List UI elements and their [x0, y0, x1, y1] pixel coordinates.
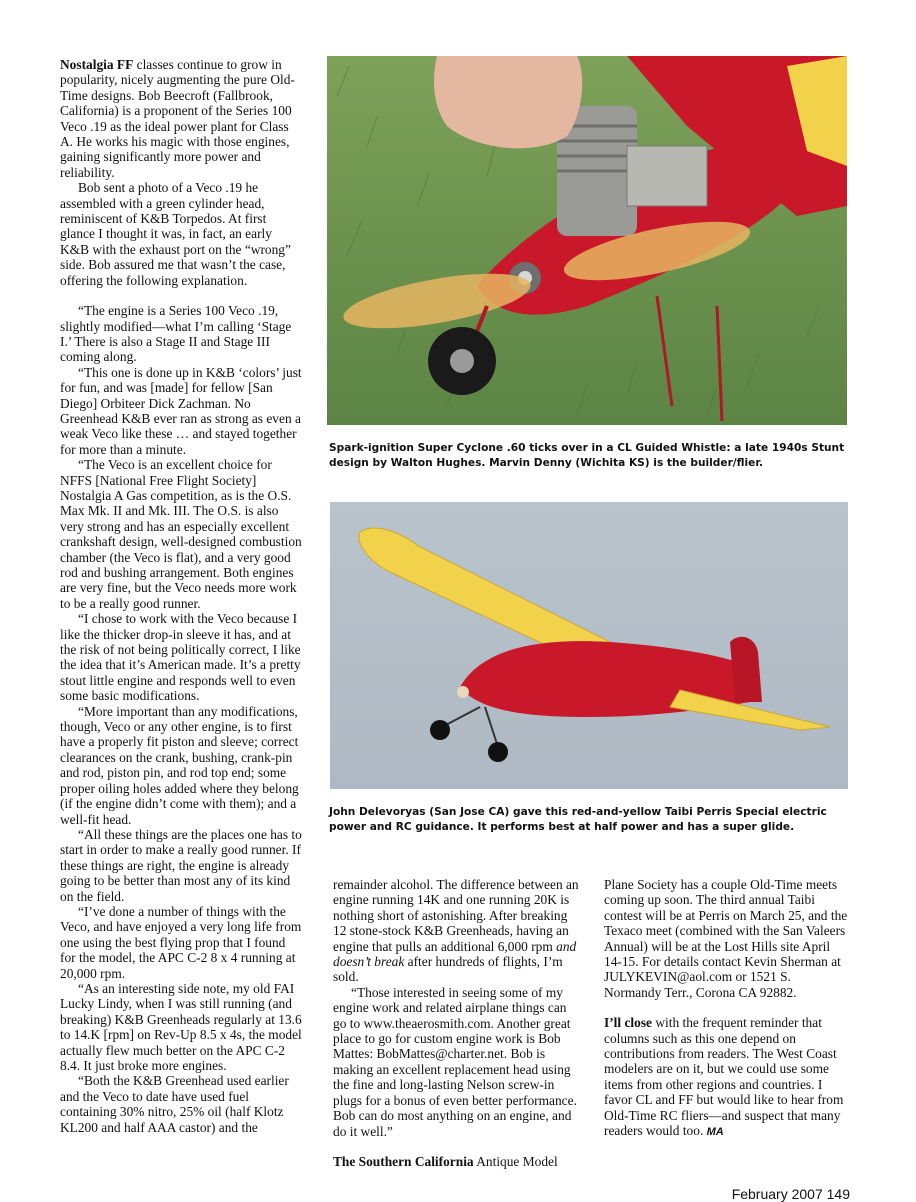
paragraph: “This one is done up in K&B ‘colors’ just for fun, and was [made] for fellow [San Diego] Orbiteer Dick Zachman. No Greenhead K&B ever ran as strong as even a weak Veco like these … and stayed together for more than a minute. [60, 364, 302, 457]
paragraph: “Both the K&B Greenhead used earlier and the Veco to date have used fuel containing 30% nitro, 25% oil (half Klotz KL200 and half AAA castor) and the [60, 1073, 289, 1135]
lead-in: I’ll close [604, 1015, 652, 1031]
photo-model-airplane [330, 502, 848, 789]
article-column-left [60, 57, 304, 1135]
paragraph: “Those interested in seeing some of my engine work and related airplane things can go to www.theaerosmith.com. Another great place to go for custom engine work is Bob Mattes: BobMattes@charter.net. Bob is making an excellent replacement head using the fine and long-lasting Nelson screw-in plugs for a bonus of even better performance. Bob can do most anything on an engine, and do it well.” [333, 984, 577, 1139]
paragraph: I’ll close with the frequent reminder that columns such as this one depend on contributions from readers. The West Coast modelers are on it, but we could use some items from other regions and countries. I favor CL and FF but would like to hear from Old-Time RC fliers—and suspect that many readers would too. MA [604, 1015, 844, 1139]
paragraph: The Southern California Antique Model [333, 1153, 558, 1169]
article-column-right [604, 877, 849, 1141]
lead-in: The Southern California [333, 1153, 474, 1169]
paragraph: “As an interesting side note, my old FAI Lucky Lindy, when I was still running (and breaking) K&B Greenheads regularly at 13.6 to 14.K [rpm] on Rev-Up 8.5 x 4s, the model actually flew much better on the APC C-2 8.4. It just broke more engines. [60, 980, 302, 1073]
photo-caption: Spark-ignition Super Cyclone .60 ticks over in a CL Guided Whistle: a late 1940s Stunt design by Walton Hughes. Marvin Denny (Wichita KS) is the builder/flier. [329, 442, 845, 469]
photo-engine-illustration [327, 56, 847, 425]
page-folio: February 2007 149 [731, 1186, 850, 1202]
paragraph: remainder alcohol. The difference between an engine running 14K and one running 20K is nothing short of astonishing. After breaking 12 stone-stock K&B Greenheads, having an engine that pulls an additional 6,000 rpm and doesn’t break after hundreds of flights, I’m sold. [333, 877, 579, 985]
photo-caption: John Delevoryas (San Jose CA) gave this red-and-yellow Taibi Perris Special electric power and RC guidance. It performs best at half power and has a super glide. [329, 806, 827, 833]
photo-engine-closeup [327, 56, 847, 425]
paragraph: “I chose to work with the Veco because I like the thicker drop-in sleeve it has, and at the risk of not being politically correct, I like the idea that it’s American made. It’s a pretty stout little engine and responds well to even some basic modifications. [60, 611, 301, 704]
paragraph: “All these things are the places one has to start in order to make a really good runner. If these things are right, the engine is already going to be better than most any of its kind on the field. [60, 826, 302, 904]
paragraph: “The Veco is an excellent choice for NFFS [National Free Flight Society] Nostalgia A Gas competition, as is the O.S. Max Mk. II and Mk. III. The O.S. is also very strong and has an especially excellent crankshaft design, well-designed combustion chamber (the Veco is flat), and a very good rod and bushing arrangement. Both engines are very fine, but the Veco needs more work to be a really good runner. [60, 457, 302, 611]
paragraph: “The engine is a Series 100 Veco .19, slightly modified—what I’m calling ‘Stage I.’ There is also a Stage II and Stage III coming along. [60, 303, 292, 365]
lead-in: Nostalgia FF [60, 57, 134, 72]
paragraph: Nostalgia FF classes continue to grow in popularity, nicely augmenting the pure Old-Time designs. Bob Beecroft (Fallbrook, California) is a proponent of the Series 100 Veco .19 as the ideal power plant for Class A. He works his magic with those engines, gaining significantly more power and reliability. [60, 57, 295, 180]
end-mark: MA [706, 1126, 724, 1139]
paragraph: “I’ve done a number of things with the Veco, and have enjoyed a very long life from one using the best flying prop that I found for the model, the APC C-2 8 x 4 running at 20,000 rpm. [60, 903, 302, 981]
article-column-middle [333, 877, 583, 1169]
paragraph: Bob sent a photo of a Veco .19 he assembled with a green cylinder head, reminiscent of K&B Torpedos. At first glance I thought it was, in fact, an early K&B with the exhaust port on the “wrong” side. Bob assured me that wasn’t the case, offering the following explanation. [60, 180, 291, 288]
photo-airplane-illustration [330, 502, 848, 789]
paragraph: “More important than any modifications, though, Veco or any other engine, is to first have a properly fit piston and sleeve; correct clearances on the crank, bushing, crank-pin and rod, piston pin, and rod top end; some proper oiling holes added where they belong (if the engine didn’t come with them); and a well-fit head. [60, 703, 299, 827]
emphasis: and doesn’t break [333, 938, 577, 970]
paragraph: Plane Society has a couple Old-Time meets coming up soon. The third annual Taibi contest will be at Perris on March 25, and the Texaco meet (combined with the San Valeers Annual) will be at the Lost Hills site April 14-15. For details contact Kevin Sherman at JULYKEVIN@aol.com or 1521 S. Normandy Terr., Corona CA 92882. [604, 877, 848, 1000]
